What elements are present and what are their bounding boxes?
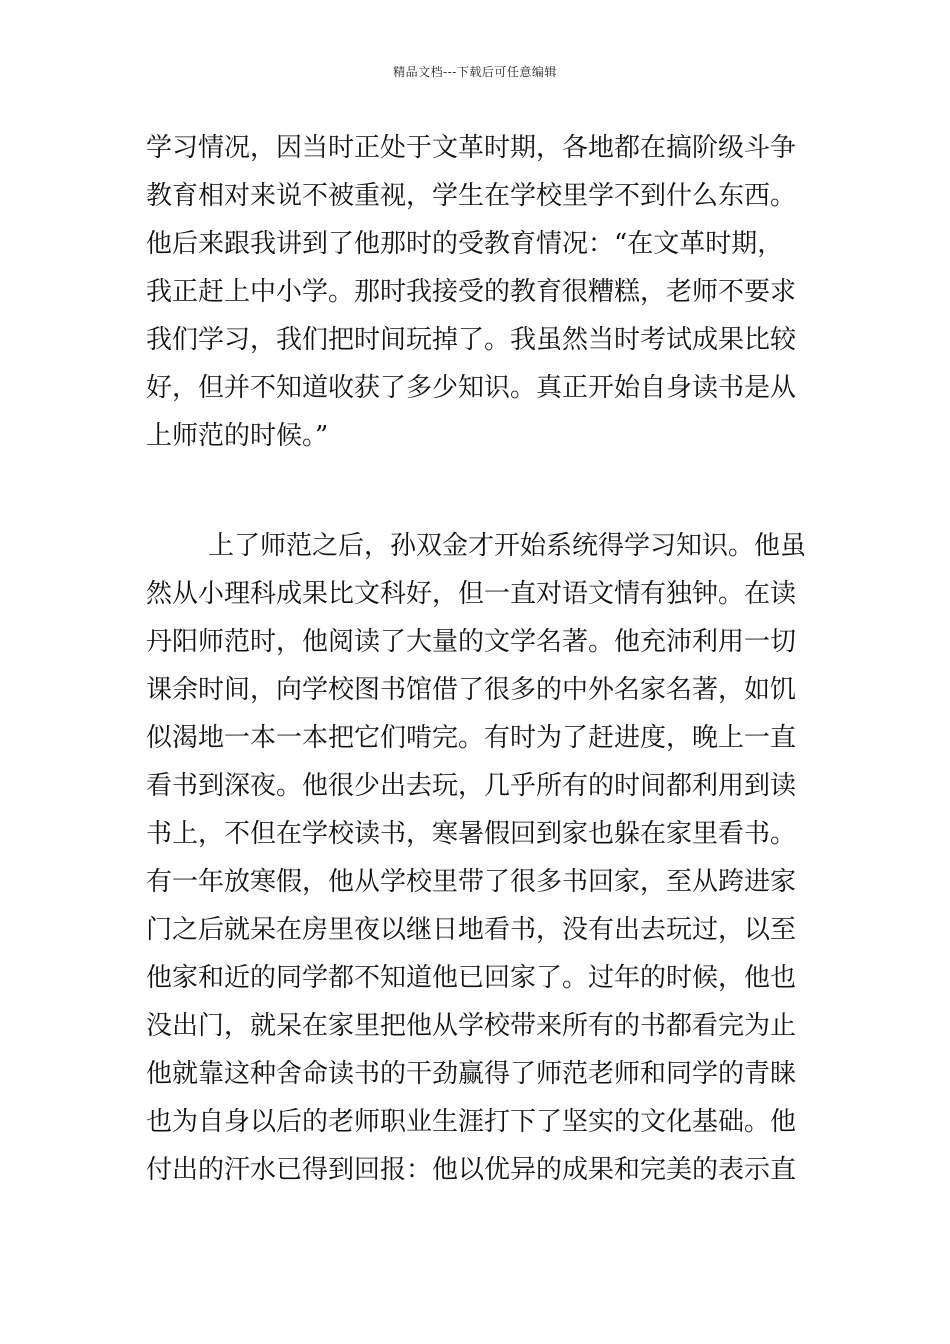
page-header: 精品文档---下载后可任意编辑	[393, 65, 557, 79]
text-line: 书上，不但在学校读书，寒暑假回到家也躲在家里看书。	[146, 819, 797, 849]
text-line: 他就靠这种舍命读书的干劲赢得了师范老师和同学的青睐	[146, 1059, 797, 1089]
paragraph-1	[146, 124, 810, 460]
text-line: 似渴地一本一本把它们啃完。有时为了赶进度，晚上一直	[146, 723, 797, 753]
text-line: 没出门，就呆在家里把他从学校带来所有的书都看完为止	[146, 1011, 797, 1041]
text-line: 好，但并不知道收获了多少知识。真正开始自身读书是从	[146, 373, 797, 403]
text-line: 也为自身以后的老师职业生涯打下了坚实的文化基础。他	[146, 1107, 797, 1137]
text-line: 上师范的时候。”	[146, 421, 329, 451]
text-line: 我正赶上中小学。那时我接受的教育很糟糕，老师不要求	[146, 277, 797, 307]
text-line: 门之后就呆在房里夜以继日地看书，没有出去玩过，以至	[146, 915, 797, 945]
text-line: 上了师范之后，孙双金才开始系统得学习知识。他虽	[208, 531, 807, 561]
text-line: 教育相对来说不被重视，学生在学校里学不到什么东西。	[146, 181, 797, 211]
text-line: 看书到深夜。他很少出去玩，几乎所有的时间都利用到读	[146, 771, 797, 801]
text-line: 我们学习，我们把时间玩掉了。我虽然当时考试成果比较	[146, 325, 797, 355]
text-line: 付出的汗水已得到回报：他以优异的成果和完美的表示直	[146, 1155, 797, 1185]
text-line: 课余时间，向学校图书馆借了很多的中外名家名著，如饥	[146, 675, 797, 705]
text-line: 他家和近的同学都不知道他已回家了。过年的时候，他也	[146, 963, 797, 993]
text-line: 然从小理科成果比文科好，但一直对语文情有独钟。在读	[146, 579, 797, 609]
paragraph-2	[146, 522, 810, 1194]
text-line: 他后来跟我讲到了他那时的受教育情况：“在文革时期，	[146, 229, 784, 259]
text-line: 学习情况，因当时正处于文革时期，各地都在搞阶级斗争	[146, 133, 797, 163]
text-line: 丹阳师范时，他阅读了大量的文学名著。他充沛利用一切	[146, 627, 797, 657]
text-line: 有一年放寒假，他从学校里带了很多书回家，至从跨进家	[146, 867, 797, 897]
